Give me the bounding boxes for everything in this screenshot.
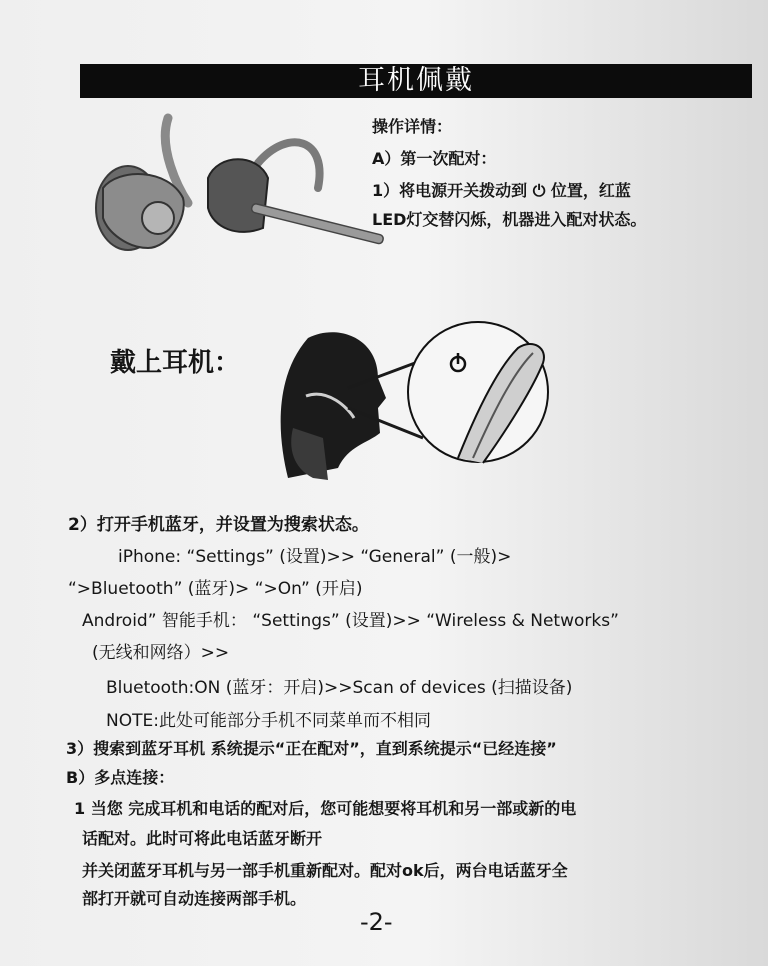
operation-details-heading: 操作详情： [372, 117, 453, 136]
step3-line: 3）搜索到蓝牙耳机 系统提示“正在配对”，直到系统提示“已经连接” [66, 739, 557, 758]
iphone-instructions-line2: “>Bluetooth” (蓝牙)> “>On” (开启) [68, 579, 363, 599]
multipoint-heading: B）多点连接： [66, 768, 175, 787]
step1-line2: LED灯交替闪烁，机器进入配对状态。 [372, 210, 647, 229]
multipoint-line2: 话配对。此时可将此电话蓝牙断开 [82, 829, 323, 848]
headset-illustration [88, 108, 388, 268]
wear-heading: 戴上耳机： [110, 348, 241, 378]
multipoint-line3: 并关闭蓝牙耳机与另一部手机重新配对。配对ok后，两台电话蓝牙全 [82, 861, 568, 880]
multipoint-line1: 1 当您 完成耳机和电话的配对后，您可能想要将耳机和另一部或新的电 [74, 799, 577, 818]
first-pairing-heading: A）第一次配对： [372, 149, 497, 168]
page-title: 耳机佩戴 [80, 64, 752, 98]
multipoint-line4: 部打开就可自动连接两部手机。 [82, 889, 307, 908]
wearing-illustration [268, 318, 578, 486]
step1-line1: 1）将电源开关拨动到 ⏻ 位置，红蓝 [372, 181, 631, 200]
bluetooth-on-line: Bluetooth:ON (蓝牙：开启)>>Scan of devices (扫描设备) [106, 678, 573, 698]
android-instructions-line2: (无线和网络）>> [92, 643, 230, 663]
iphone-instructions-line1: iPhone: “Settings” (设置)>> “General” (一般)> [118, 547, 512, 567]
android-instructions-line1: Android” 智能手机： “Settings” (设置)>> “Wireless & Networks” [82, 611, 619, 631]
page-number: -2- [360, 908, 393, 936]
note-line: NOTE:此处可能部分手机不同菜单而不相同 [106, 711, 431, 731]
step2-line: 2）打开手机蓝牙，并设置为搜索状态。 [68, 515, 369, 535]
